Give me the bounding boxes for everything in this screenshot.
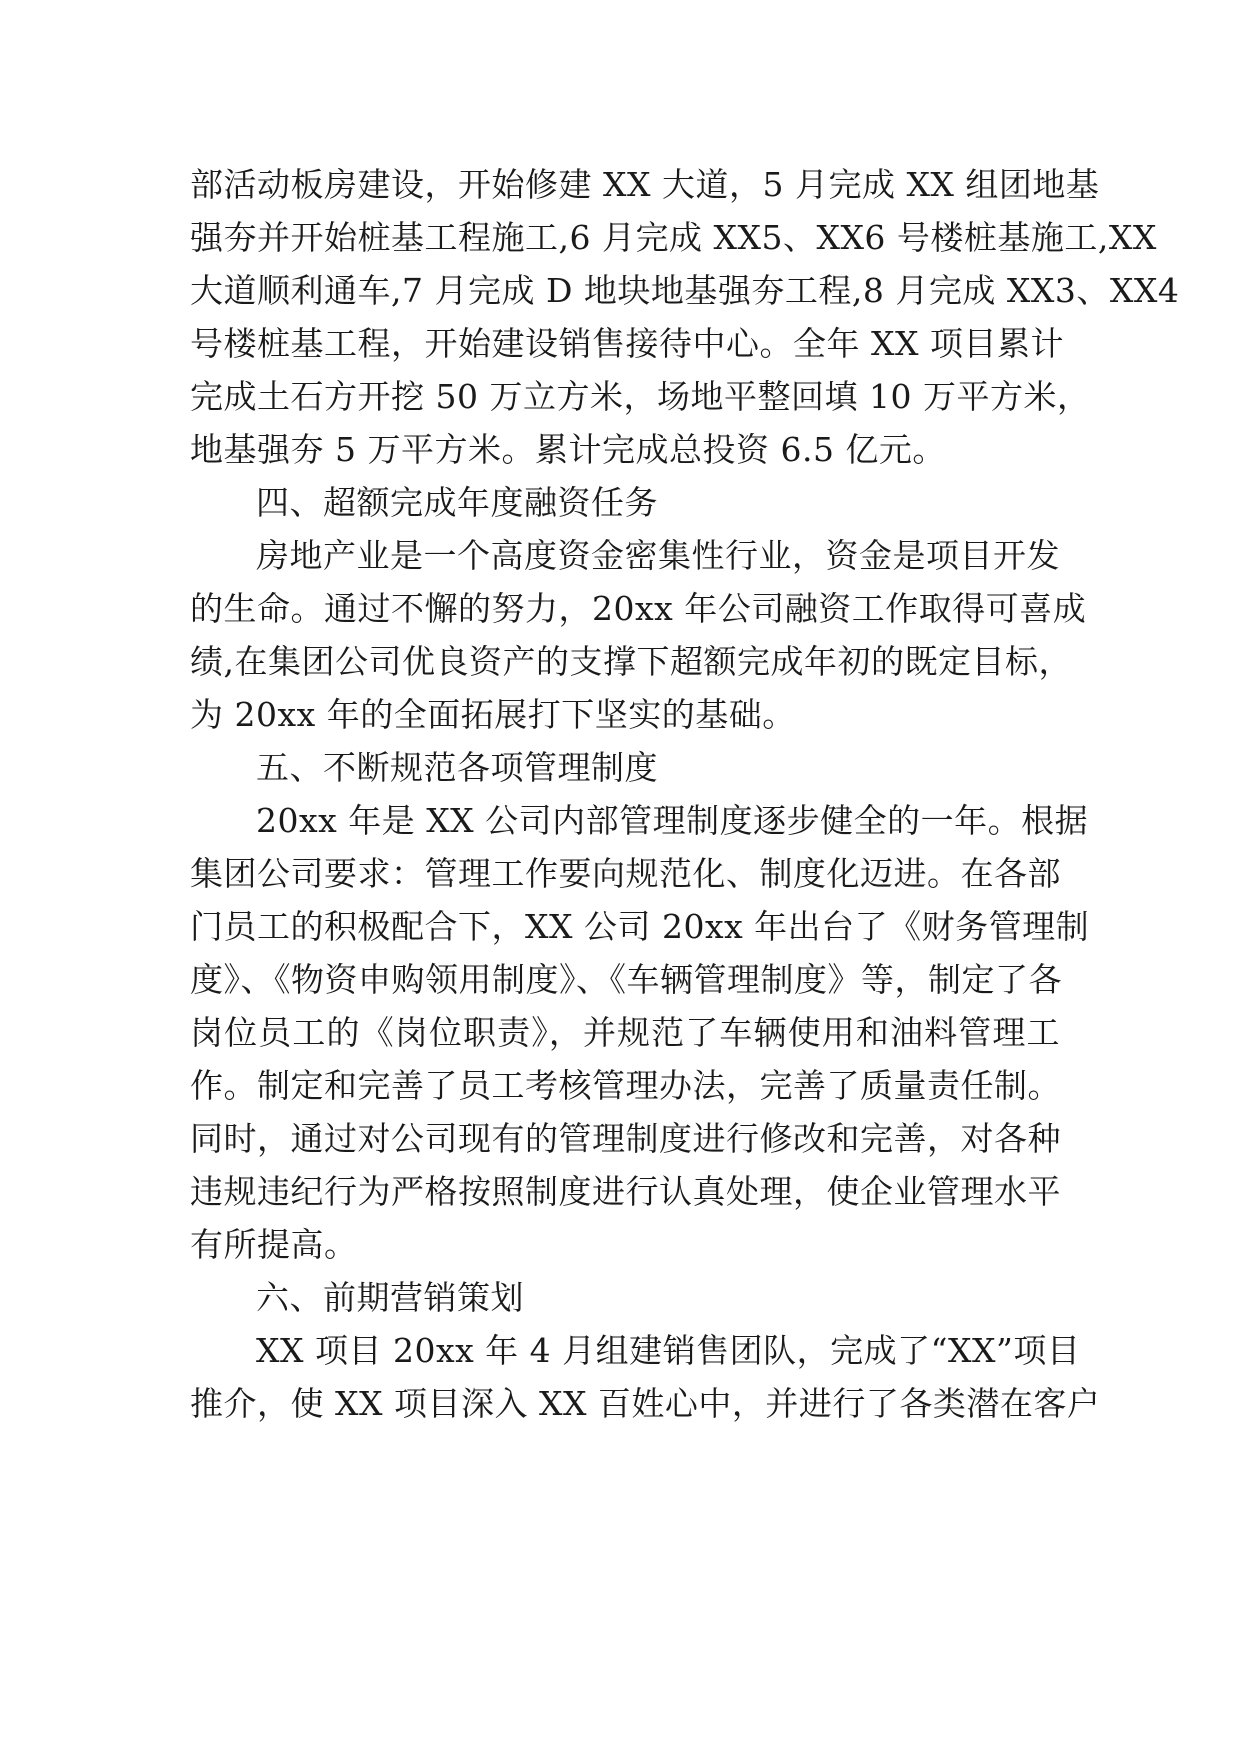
text-line: 强夯并开始桩基工程施工,6 月完成 XX5、XX6 号楼桩基施工,XX (190, 218, 1157, 257)
section-heading: 四、超额完成年度融资任务 (256, 483, 658, 522)
text-line: 号楼桩基工程，开始建设销售接待中心。全年 XX 项目累计 (190, 324, 1064, 363)
text-line: 的生命。通过不懈的努力，20xx 年公司融资工作取得可喜成 (190, 589, 1087, 628)
document-body (190, 158, 1180, 1430)
section-heading: 五、不断规范各项管理制度 (256, 748, 658, 787)
text-line: 同时，通过对公司现有的管理制度进行修改和完善，对各种 (190, 1119, 1061, 1158)
text-line: XX 项目 20xx 年 4 月组建销售团队，完成了“XX”项目 (256, 1331, 1081, 1370)
text-line: 绩,在集团公司优良资产的支撑下超额完成年初的既定目标， (190, 642, 1072, 681)
text-line: 20xx 年是 XX 公司内部管理制度逐步健全的一年。根据 (256, 801, 1089, 840)
text-line: 大道顺利通车,7 月完成 D 地块地基强夯工程,8 月完成 XX3、XX4 (190, 271, 1180, 310)
text-line: 岗位员工的《岗位职责》，并规范了车辆使用和油料管理工 (190, 1013, 1060, 1052)
text-line: 部活动板房建设，开始修建 XX 大道，5 月完成 XX 组团地基 (190, 165, 1100, 204)
text-line: 作。制定和完善了员工考核管理办法，完善了质量责任制。 (190, 1066, 1061, 1105)
text-line: 有所提高。 (190, 1225, 358, 1264)
text-line: 违规违纪行为严格按照制度进行认真处理，使企业管理水平 (190, 1172, 1061, 1211)
text-line: 为 20xx 年的全面拓展打下坚实的基础。 (190, 695, 796, 734)
section-heading: 六、前期营销策划 (256, 1278, 524, 1317)
text-line: 推介，使 XX 项目深入 XX 百姓心中，并进行了各类潜在客户 (190, 1384, 1101, 1423)
text-line: 完成土石方开挖 50 万立方米，场地平整回填 10 万平方米， (190, 377, 1091, 416)
text-line: 集团公司要求：管理工作要向规范化、制度化迈进。在各部 (190, 854, 1061, 893)
text-line: 度》、《物资申购领用制度》、《车辆管理制度》等，制定了各 (190, 960, 1062, 999)
text-line: 地基强夯 5 万平方米。累计完成总投资 6.5 亿元。 (190, 430, 946, 469)
text-line: 门员工的积极配合下，XX 公司 20xx 年出台了《财务管理制 (190, 907, 1090, 946)
text-line: 房地产业是一个高度资金密集性行业，资金是项目开发 (256, 536, 1060, 575)
